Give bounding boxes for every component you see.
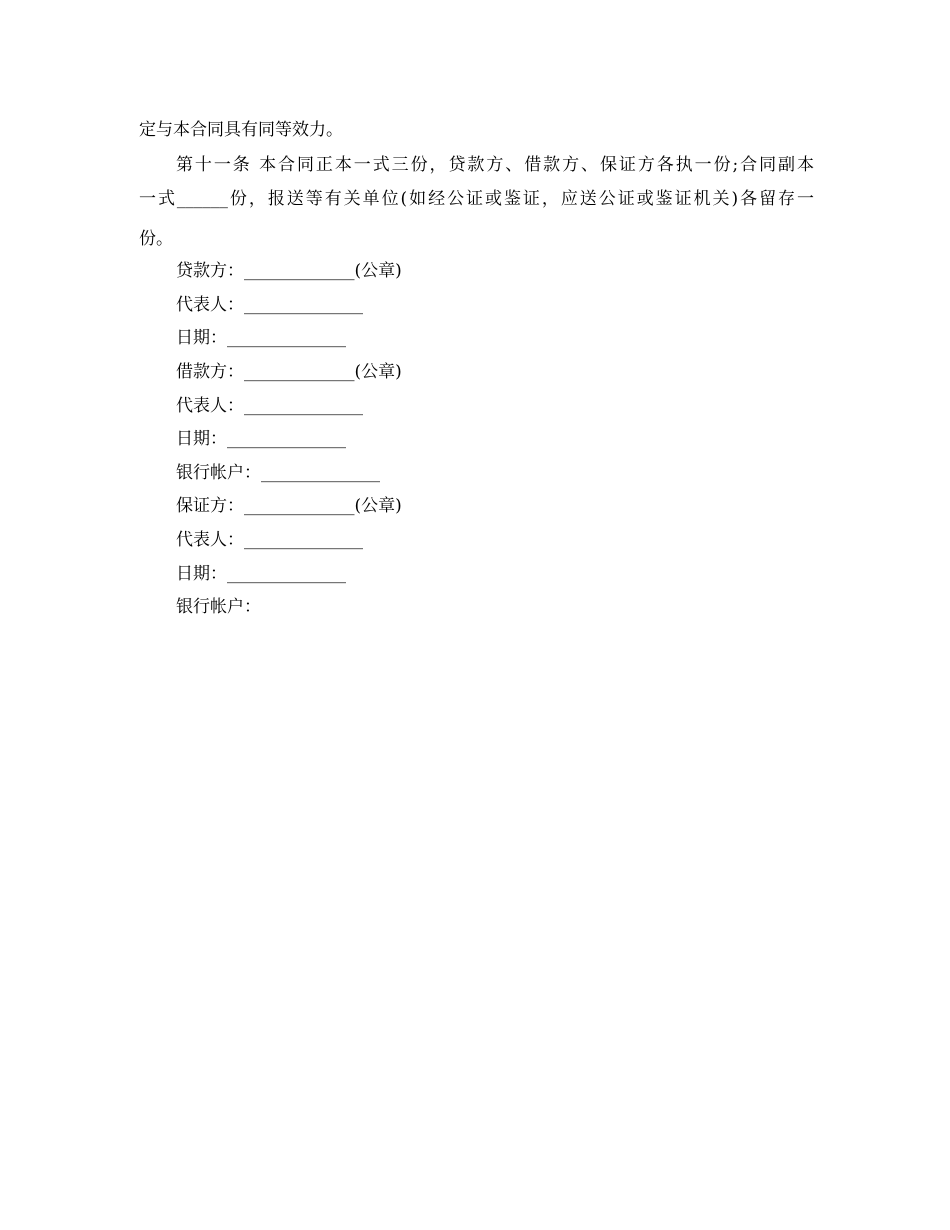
borrower-date-line: 日期：______________ [176, 429, 346, 449]
borrower-party-line: 借款方：_____________(公章) [176, 362, 402, 382]
guarantor-representative-line: 代表人：______________ [176, 530, 363, 550]
lender-date-line: 日期：______________ [176, 328, 346, 348]
article-11-line-3: 份。 [139, 229, 173, 249]
article-11-line-1: 第十一条 本合同正本一式三份，贷款方、借款方、保证方各执一份;合同副本 [176, 155, 814, 175]
article-11-line-2: 一式______份，报送等有关单位(如经公证或鉴证，应送公证或鉴证机关)各留存一 [139, 189, 814, 209]
guarantor-bank-account-line: 银行帐户： [176, 597, 261, 617]
borrower-representative-line: 代表人：______________ [176, 396, 363, 416]
borrower-bank-account-line: 银行帐户：______________ [176, 463, 380, 483]
lender-representative-line: 代表人：______________ [176, 295, 363, 315]
guarantor-party-line: 保证方：_____________(公章) [176, 496, 402, 516]
guarantor-date-line: 日期：______________ [176, 564, 346, 584]
paragraph-tail: 定与本合同具有同等效力。 [139, 120, 343, 140]
lender-party-line: 贷款方：_____________(公章) [176, 261, 402, 281]
